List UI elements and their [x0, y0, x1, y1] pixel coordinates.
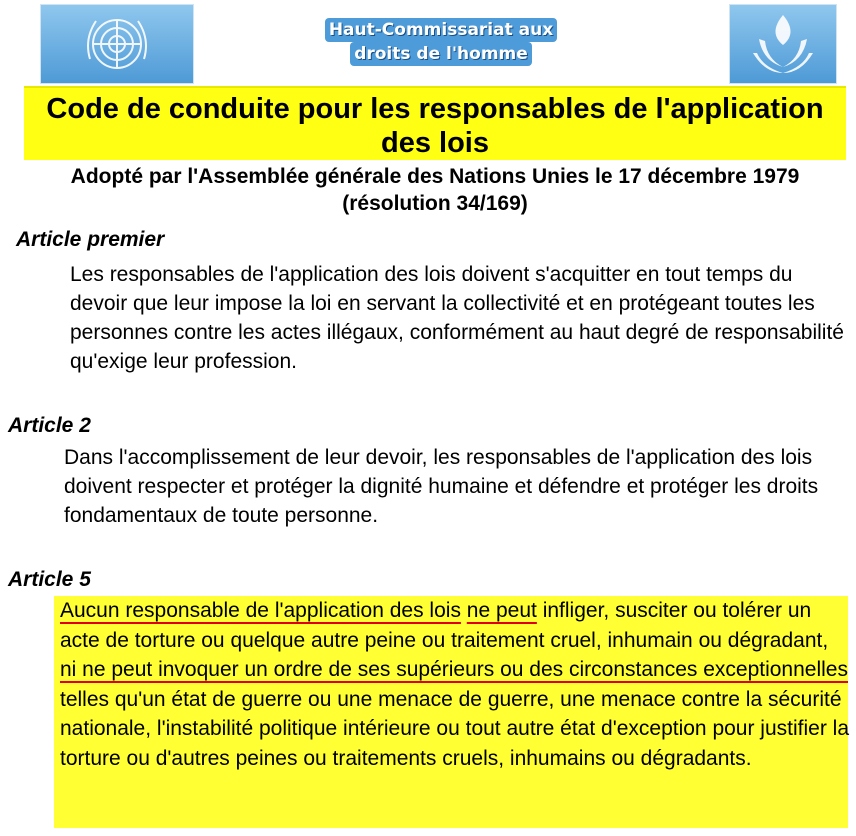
text-segment: telles qu'un état de guerre ou une menace de guerre, une menace contre la sécurité nationale, l'instabilité politique intérieure ou tout autre état d'exception pour justifier la torture ou d'autres peines ou traitements cruels, inhumains ou dégradants. [60, 687, 850, 770]
banner-line2: droits de l'homme [350, 42, 532, 66]
article-1-heading: Article premier [16, 228, 165, 251]
text-segment: infliger, susciter ou tolérer un acte de torture ou quelque autre peine ou traitement cruel, inhumain ou dégradant, [60, 599, 829, 652]
un-logo [40, 4, 194, 84]
article-5-text [60, 596, 850, 773]
article-2-heading: Article 2 [8, 414, 91, 437]
ohchr-banner [306, 18, 576, 70]
ohchr-logo [729, 4, 837, 84]
ohchr-flame-icon [743, 9, 823, 79]
banner-line1: Haut-Commissariat aux [325, 18, 557, 42]
adoption-subtitle: Adopté par l'Assemblée générale des Nations Unies le 17 décembre 1979 (résolution 34/169) [70, 165, 800, 215]
article-5-heading: Article 5 [8, 568, 91, 591]
document-title: Code de conduite pour les responsables de l'application des lois [24, 86, 846, 160]
underlined-phrase-1: Aucun responsable de l'application des lois [60, 599, 461, 622]
un-emblem-icon [82, 9, 152, 79]
underlined-phrase-2: ne peut [466, 599, 537, 622]
underlined-phrase-3: ni ne peut invoquer un ordre de ses supérieurs ou des circonstances exceptionnelles [60, 658, 848, 681]
article-1-text: Les responsables de l'application des lois doivent s'acquitter en tout temps du devoir que leur impose la loi en servant la collectivité et en protégeant toutes les personnes contre les actes illégaux, conformément au haut degré de responsabilité qu'exige leur profession. [70, 263, 844, 373]
article-2-text: Dans l'accomplissement de leur devoir, les responsables de l'application des lois doivent respecter et protéger la dignité humaine et défendre et protéger les droits fondamentaux de toute personne. [64, 446, 819, 527]
